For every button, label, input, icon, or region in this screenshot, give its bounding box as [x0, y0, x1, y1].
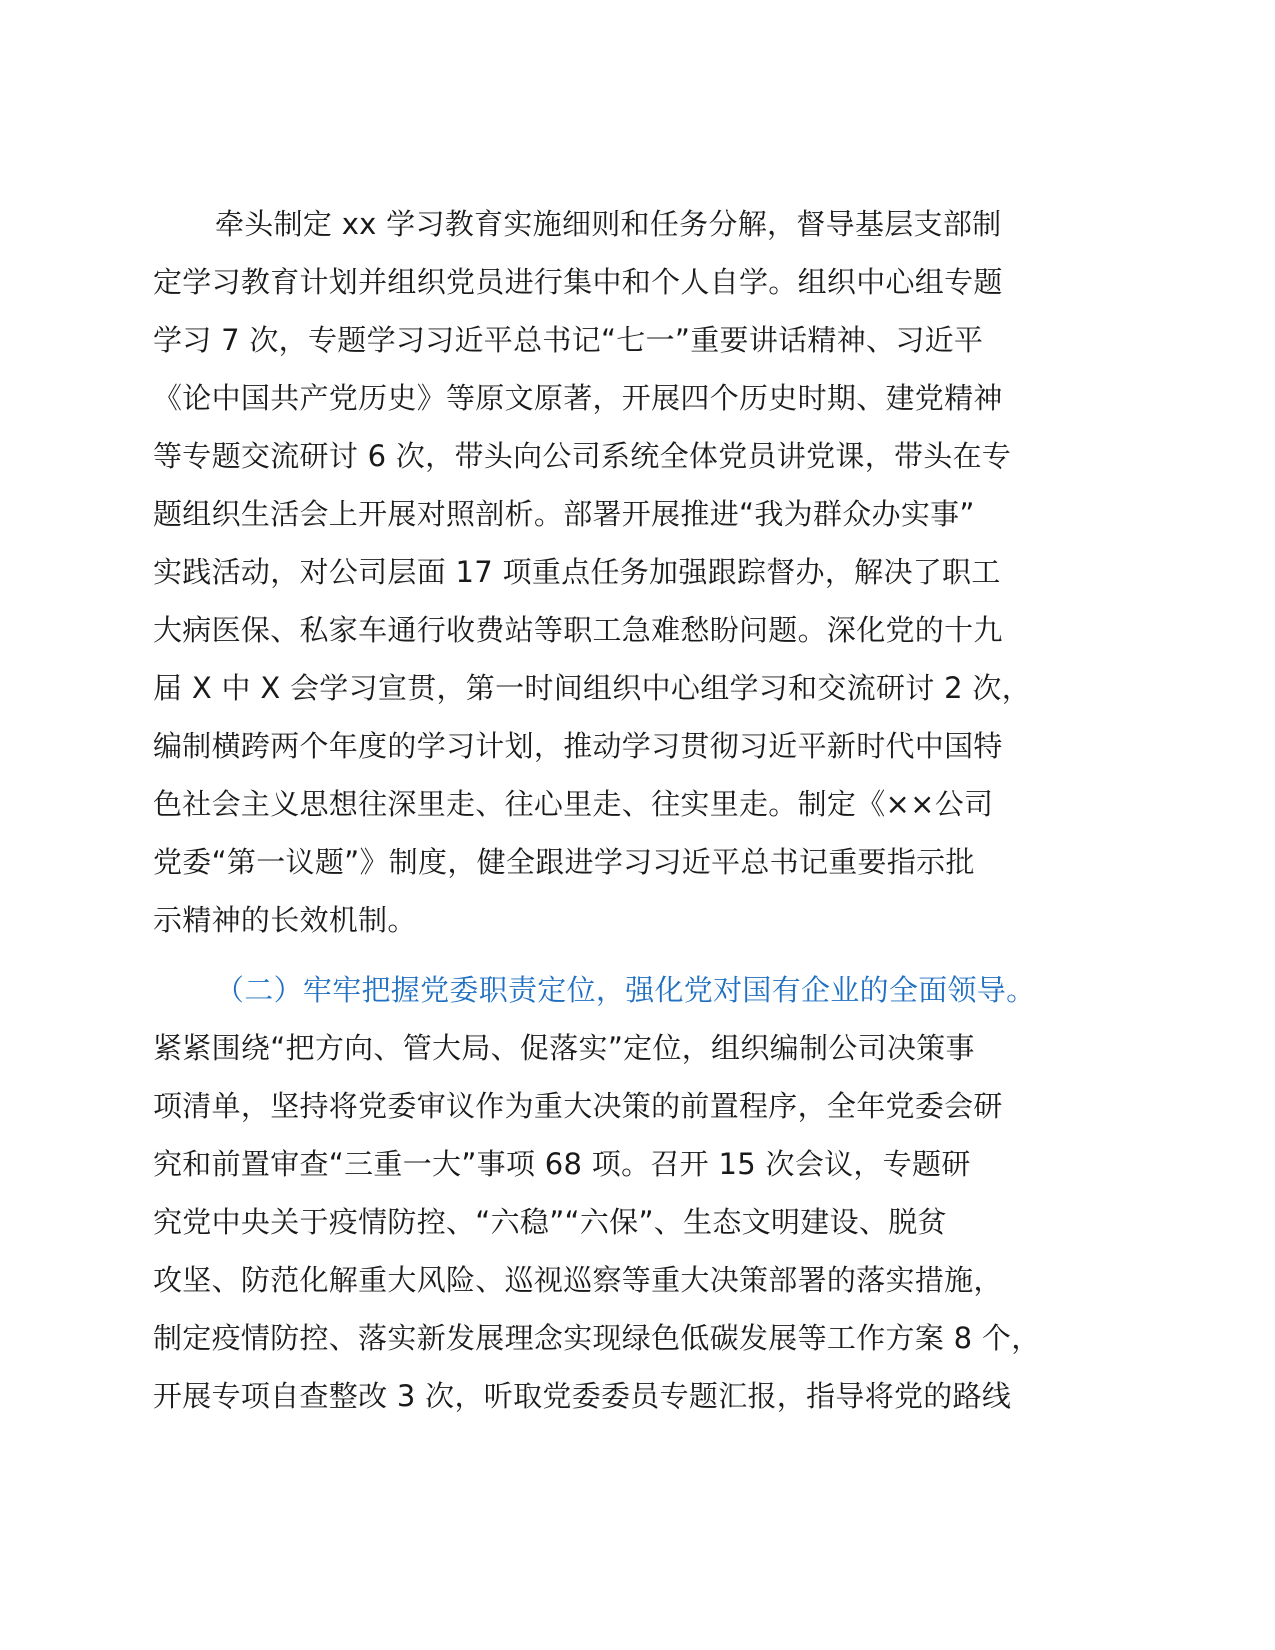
document-body — [153, 195, 1133, 1425]
paragraph-line: 实践活动，对公司层面 17 项重点任务加强跟踪督办，解决了职工 — [153, 555, 1001, 589]
paragraph-line: 开展专项自查整改 3 次，听取党委委员专题汇报，指导将党的路线 — [153, 1379, 1012, 1413]
paragraph-line: 项清单，坚持将党委审议作为重大决策的前置程序，全年党委会研 — [153, 1089, 1003, 1123]
paragraph-line: 届 X 中 X 会学习宣贯，第一时间组织中心组学习和交流研讨 2 次， — [153, 671, 1031, 705]
paragraph-party-leadership — [153, 1019, 1133, 1425]
paragraph-line: 编制横跨两个年度的学习计划，推动学习贯彻习近平新时代中国特 — [153, 729, 1003, 763]
paragraph-spacing — [153, 949, 1133, 961]
paragraph-line: 究党中央关于疫情防控、“六稳”“六保”、生态文明建设、脱贫 — [153, 1205, 947, 1239]
paragraph-line: 色社会主义思想往深里走、往心里走、往实里走。制定《××公司 — [153, 787, 994, 821]
paragraph-line: 示精神的长效机制。 — [153, 903, 417, 937]
paragraph-line: 《论中国共产党历史》等原文原著，开展四个历史时期、建党精神 — [153, 381, 1003, 415]
paragraph-line: 学习 7 次，专题学习习近平总书记“七一”重要讲话精神、习近平 — [153, 323, 984, 357]
paragraph-line: 攻坚、防范化解重大风险、巡视巡察等重大决策部署的落实措施， — [153, 1263, 1003, 1297]
paragraph-line: 究和前置审查“三重一大”事项 68 项。召开 15 次会议，专题研 — [153, 1147, 971, 1181]
paragraph-learning-education — [153, 195, 1133, 949]
paragraph-line: 大病医保、私家车通行收费站等职工急难愁盼问题。深化党的十九 — [153, 613, 1003, 647]
paragraph-line: 定学习教育计划并组织党员进行集中和个人自学。组织中心组专题 — [153, 265, 1003, 299]
paragraph-line: 制定疫情防控、落实新发展理念实现绿色低碳发展等工作方案 8 个， — [153, 1321, 1041, 1355]
section-heading: （二）牢牢把握党委职责定位，强化党对国有企业的全面领导。 — [215, 973, 1036, 1007]
paragraph-line: 等专题交流研讨 6 次，带头向公司系统全体党员讲党课，带头在专 — [153, 439, 1012, 473]
paragraph-line: 紧紧围绕“把方向、管大局、促落实”定位，组织编制公司决策事 — [153, 1031, 975, 1065]
paragraph-line: 牵头制定 xx 学习教育实施细则和任务分解，督导基层支部制 — [215, 207, 1002, 241]
paragraph-line: 党委“第一议题”》制度，健全跟进学习习近平总书记重要指示批 — [153, 845, 975, 879]
paragraph-line: 题组织生活会上开展对照剖析。部署开展推进“我为群众办实事” — [153, 497, 975, 531]
